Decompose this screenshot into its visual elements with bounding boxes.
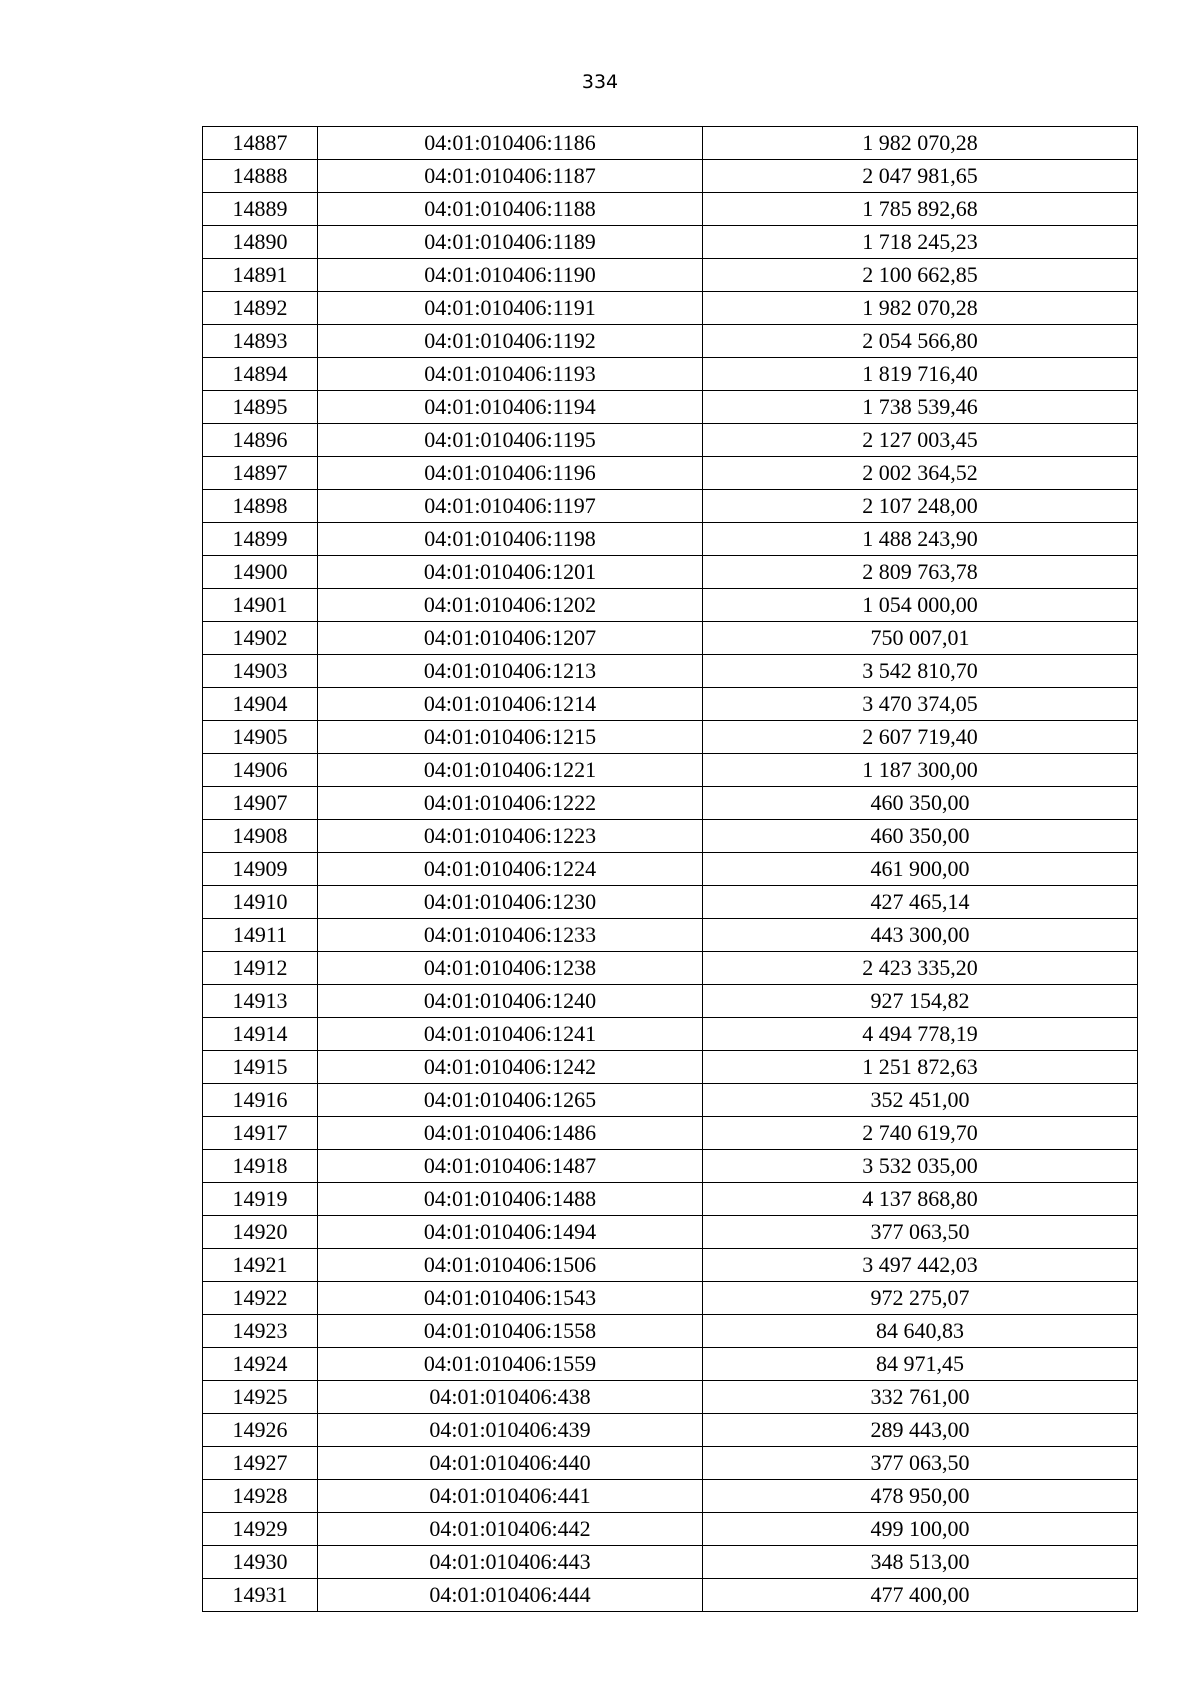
- cadastral-value-cell: 477 400,00: [703, 1579, 1138, 1612]
- cadastral-value-cell: 2 809 763,78: [703, 556, 1138, 589]
- row-number-cell: 14907: [203, 787, 318, 820]
- table-row: [203, 655, 1138, 688]
- row-number-cell: 14928: [203, 1480, 318, 1513]
- cadastral-value-cell: 1 251 872,63: [703, 1051, 1138, 1084]
- cadastral-number-cell: 04:01:010406:1558: [318, 1315, 703, 1348]
- row-number-cell: 14896: [203, 424, 318, 457]
- cadastral-number-cell: 04:01:010406:1214: [318, 688, 703, 721]
- cadastral-number-cell: 04:01:010406:1221: [318, 754, 703, 787]
- row-number-cell: 14917: [203, 1117, 318, 1150]
- cadastral-number-cell: 04:01:010406:1494: [318, 1216, 703, 1249]
- cadastral-value-cell: 750 007,01: [703, 622, 1138, 655]
- cadastral-value-cell: 3 470 374,05: [703, 688, 1138, 721]
- row-number-cell: 14929: [203, 1513, 318, 1546]
- table-row: [203, 622, 1138, 655]
- cadastral-value-cell: 2 107 248,00: [703, 490, 1138, 523]
- cadastral-number-cell: 04:01:010406:1190: [318, 259, 703, 292]
- row-number-cell: 14892: [203, 292, 318, 325]
- cadastral-number-cell: 04:01:010406:1202: [318, 589, 703, 622]
- row-number-cell: 14908: [203, 820, 318, 853]
- row-number-cell: 14904: [203, 688, 318, 721]
- row-number-cell: 14903: [203, 655, 318, 688]
- row-number-cell: 14921: [203, 1249, 318, 1282]
- cadastral-value-cell: 84 640,83: [703, 1315, 1138, 1348]
- cadastral-value-cell: 499 100,00: [703, 1513, 1138, 1546]
- table-row: [203, 160, 1138, 193]
- cadastral-value-cell: 2 607 719,40: [703, 721, 1138, 754]
- cadastral-number-cell: 04:01:010406:1189: [318, 226, 703, 259]
- row-number-cell: 14911: [203, 919, 318, 952]
- cadastral-number-cell: 04:01:010406:441: [318, 1480, 703, 1513]
- row-number-cell: 14918: [203, 1150, 318, 1183]
- row-number-cell: 14893: [203, 325, 318, 358]
- table-body: [203, 127, 1138, 1612]
- cadastral-number-cell: 04:01:010406:1488: [318, 1183, 703, 1216]
- table-row: [203, 886, 1138, 919]
- cadastral-value-cell: 443 300,00: [703, 919, 1138, 952]
- row-number-cell: 14926: [203, 1414, 318, 1447]
- cadastral-number-cell: 04:01:010406:438: [318, 1381, 703, 1414]
- table-row: [203, 688, 1138, 721]
- cadastral-number-cell: 04:01:010406:1198: [318, 523, 703, 556]
- cadastral-value-cell: 352 451,00: [703, 1084, 1138, 1117]
- row-number-cell: 14914: [203, 1018, 318, 1051]
- cadastral-number-cell: 04:01:010406:1192: [318, 325, 703, 358]
- cadastral-value-cell: 461 900,00: [703, 853, 1138, 886]
- cadastral-value-cell: 972 275,07: [703, 1282, 1138, 1315]
- cadastral-number-cell: 04:01:010406:442: [318, 1513, 703, 1546]
- cadastral-number-cell: 04:01:010406:1193: [318, 358, 703, 391]
- cadastral-number-cell: 04:01:010406:1194: [318, 391, 703, 424]
- cadastral-number-cell: 04:01:010406:1188: [318, 193, 703, 226]
- row-number-cell: 14920: [203, 1216, 318, 1249]
- row-number-cell: 14894: [203, 358, 318, 391]
- row-number-cell: 14889: [203, 193, 318, 226]
- row-number-cell: 14898: [203, 490, 318, 523]
- row-number-cell: 14909: [203, 853, 318, 886]
- row-number-cell: 14899: [203, 523, 318, 556]
- cadastral-value-cell: 377 063,50: [703, 1216, 1138, 1249]
- row-number-cell: 14912: [203, 952, 318, 985]
- table-row: [203, 1216, 1138, 1249]
- table-row: [203, 424, 1138, 457]
- table-row: [203, 1183, 1138, 1216]
- cadastral-number-cell: 04:01:010406:1186: [318, 127, 703, 160]
- row-number-cell: 14915: [203, 1051, 318, 1084]
- cadastral-value-cell: 1 982 070,28: [703, 127, 1138, 160]
- cadastral-value-cell: 3 532 035,00: [703, 1150, 1138, 1183]
- row-number-cell: 14923: [203, 1315, 318, 1348]
- row-number-cell: 14931: [203, 1579, 318, 1612]
- cadastral-value-cell: 1 738 539,46: [703, 391, 1138, 424]
- table-row: [203, 589, 1138, 622]
- row-number-cell: 14891: [203, 259, 318, 292]
- table-row: [203, 1348, 1138, 1381]
- row-number-cell: 14900: [203, 556, 318, 589]
- table-row: [203, 292, 1138, 325]
- cadastral-value-cell: 2 740 619,70: [703, 1117, 1138, 1150]
- row-number-cell: 14905: [203, 721, 318, 754]
- row-number-cell: 14895: [203, 391, 318, 424]
- table-row: [203, 193, 1138, 226]
- cadastral-number-cell: 04:01:010406:1543: [318, 1282, 703, 1315]
- cadastral-value-cell: 4 137 868,80: [703, 1183, 1138, 1216]
- table-row: [203, 1315, 1138, 1348]
- cadastral-number-cell: 04:01:010406:1201: [318, 556, 703, 589]
- row-number-cell: 14919: [203, 1183, 318, 1216]
- cadastral-number-cell: 04:01:010406:1222: [318, 787, 703, 820]
- cadastral-number-cell: 04:01:010406:1223: [318, 820, 703, 853]
- cadastral-value-cell: 1 785 892,68: [703, 193, 1138, 226]
- row-number-cell: 14910: [203, 886, 318, 919]
- table-row: [203, 919, 1138, 952]
- cadastral-value-cell: 927 154,82: [703, 985, 1138, 1018]
- cadastral-value-cell: 348 513,00: [703, 1546, 1138, 1579]
- row-number-cell: 14924: [203, 1348, 318, 1381]
- table-row: [203, 226, 1138, 259]
- table-row: [203, 754, 1138, 787]
- table-row: [203, 556, 1138, 589]
- cadastral-value-cell: 427 465,14: [703, 886, 1138, 919]
- row-number-cell: 14930: [203, 1546, 318, 1579]
- cadastral-value-cell: 4 494 778,19: [703, 1018, 1138, 1051]
- cadastral-number-cell: 04:01:010406:440: [318, 1447, 703, 1480]
- table-row: [203, 787, 1138, 820]
- cadastral-value-table: [202, 126, 1138, 1612]
- cadastral-value-cell: 2 423 335,20: [703, 952, 1138, 985]
- cadastral-value-cell: 1 982 070,28: [703, 292, 1138, 325]
- cadastral-number-cell: 04:01:010406:1487: [318, 1150, 703, 1183]
- table-row: [203, 1546, 1138, 1579]
- cadastral-number-cell: 04:01:010406:1559: [318, 1348, 703, 1381]
- table-row: [203, 952, 1138, 985]
- table-row: [203, 325, 1138, 358]
- table-row: [203, 391, 1138, 424]
- table-row: [203, 1150, 1138, 1183]
- cadastral-number-cell: 04:01:010406:1241: [318, 1018, 703, 1051]
- cadastral-number-cell: 04:01:010406:1215: [318, 721, 703, 754]
- cadastral-value-cell: 460 350,00: [703, 787, 1138, 820]
- table-row: [203, 1513, 1138, 1546]
- table-row: [203, 1282, 1138, 1315]
- row-number-cell: 14901: [203, 589, 318, 622]
- table-row: [203, 1414, 1138, 1447]
- table-row: [203, 1381, 1138, 1414]
- cadastral-value-cell: 2 100 662,85: [703, 259, 1138, 292]
- cadastral-number-cell: 04:01:010406:1224: [318, 853, 703, 886]
- cadastral-number-cell: 04:01:010406:444: [318, 1579, 703, 1612]
- table-row: [203, 457, 1138, 490]
- table-row: [203, 1480, 1138, 1513]
- row-number-cell: 14925: [203, 1381, 318, 1414]
- cadastral-number-cell: 04:01:010406:1230: [318, 886, 703, 919]
- cadastral-value-cell: 2 054 566,80: [703, 325, 1138, 358]
- cadastral-value-cell: 377 063,50: [703, 1447, 1138, 1480]
- cadastral-number-cell: 04:01:010406:1265: [318, 1084, 703, 1117]
- cadastral-value-cell: 1 187 300,00: [703, 754, 1138, 787]
- row-number-cell: 14927: [203, 1447, 318, 1480]
- table-row: [203, 523, 1138, 556]
- cadastral-number-cell: 04:01:010406:439: [318, 1414, 703, 1447]
- cadastral-number-cell: 04:01:010406:1486: [318, 1117, 703, 1150]
- cadastral-number-cell: 04:01:010406:1207: [318, 622, 703, 655]
- cadastral-value-cell: 2 127 003,45: [703, 424, 1138, 457]
- cadastral-number-cell: 04:01:010406:443: [318, 1546, 703, 1579]
- cadastral-number-cell: 04:01:010406:1191: [318, 292, 703, 325]
- cadastral-number-cell: 04:01:010406:1195: [318, 424, 703, 457]
- cadastral-value-cell: 2 047 981,65: [703, 160, 1138, 193]
- row-number-cell: 14902: [203, 622, 318, 655]
- cadastral-number-cell: 04:01:010406:1233: [318, 919, 703, 952]
- cadastral-value-cell: 1 054 000,00: [703, 589, 1138, 622]
- row-number-cell: 14897: [203, 457, 318, 490]
- row-number-cell: 14887: [203, 127, 318, 160]
- cadastral-value-cell: 3 497 442,03: [703, 1249, 1138, 1282]
- page-number: 334: [581, 71, 619, 93]
- table-row: [203, 1084, 1138, 1117]
- table-row: [203, 1249, 1138, 1282]
- table-row: [203, 358, 1138, 391]
- cadastral-value-cell: 1 819 716,40: [703, 358, 1138, 391]
- table-row: [203, 820, 1138, 853]
- cadastral-number-cell: 04:01:010406:1238: [318, 952, 703, 985]
- row-number-cell: 14913: [203, 985, 318, 1018]
- table-row: [203, 1018, 1138, 1051]
- table-row: [203, 127, 1138, 160]
- cadastral-value-cell: 84 971,45: [703, 1348, 1138, 1381]
- table-row: [203, 985, 1138, 1018]
- cadastral-value-cell: 478 950,00: [703, 1480, 1138, 1513]
- cadastral-value-cell: 460 350,00: [703, 820, 1138, 853]
- row-number-cell: 14890: [203, 226, 318, 259]
- table-row: [203, 721, 1138, 754]
- table-row: [203, 853, 1138, 886]
- cadastral-number-cell: 04:01:010406:1506: [318, 1249, 703, 1282]
- table-row: [203, 259, 1138, 292]
- cadastral-value-cell: 2 002 364,52: [703, 457, 1138, 490]
- cadastral-value-cell: 289 443,00: [703, 1414, 1138, 1447]
- table-row: [203, 1447, 1138, 1480]
- cadastral-number-cell: 04:01:010406:1242: [318, 1051, 703, 1084]
- cadastral-value-cell: 1 488 243,90: [703, 523, 1138, 556]
- row-number-cell: 14922: [203, 1282, 318, 1315]
- row-number-cell: 14906: [203, 754, 318, 787]
- cadastral-number-cell: 04:01:010406:1213: [318, 655, 703, 688]
- table-row: [203, 1579, 1138, 1612]
- table-row: [203, 1117, 1138, 1150]
- cadastral-number-cell: 04:01:010406:1196: [318, 457, 703, 490]
- cadastral-number-cell: 04:01:010406:1197: [318, 490, 703, 523]
- table-row: [203, 490, 1138, 523]
- cadastral-value-cell: 332 761,00: [703, 1381, 1138, 1414]
- row-number-cell: 14916: [203, 1084, 318, 1117]
- row-number-cell: 14888: [203, 160, 318, 193]
- table-row: [203, 1051, 1138, 1084]
- cadastral-number-cell: 04:01:010406:1187: [318, 160, 703, 193]
- cadastral-number-cell: 04:01:010406:1240: [318, 985, 703, 1018]
- cadastral-value-cell: 3 542 810,70: [703, 655, 1138, 688]
- cadastral-value-cell: 1 718 245,23: [703, 226, 1138, 259]
